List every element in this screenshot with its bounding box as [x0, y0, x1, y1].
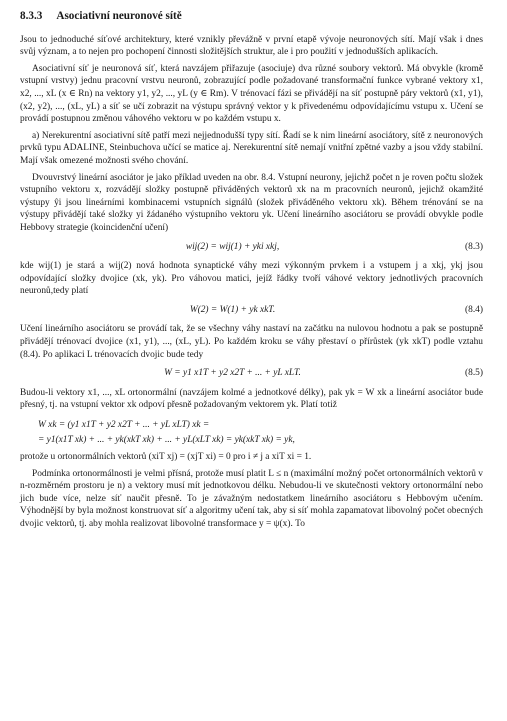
- equation-8-5: [20, 367, 483, 380]
- derivation-line: W xk = (y1 x1T + y2 x2T + ... + yL xLT) xk =: [38, 420, 210, 431]
- equation-8-3: [20, 241, 483, 254]
- paragraph-orthonormal: Budou-li vektory x1, ..., xL ortonormální (navzájem kolmé a jednotkové délky), pak yk = W xk a lineární asociátor bude přesný, tj. na vstupní vektor xk odpoví přesně požadovaným vektorem yk. Platí totiž: [20, 387, 483, 411]
- paragraph-condition: Podmínka ortonormálnosti je velmi přísná, protože musí platit L ≤ n (maximální možný počet ortonormálních vektorů v n-rozměrném prostoru je n) a vektory musí mít jednotkovou délku. Nebudou-li ve skutečnosti vektory ortonormální nebo jich bude více, nelze síť naučit přesně. To je závažným nedostatkem lineárního asociátoru s Hebbovým učením. Výhodnější by byla možnost konstruovat síť a algoritmy učení tak, aby si síť mohla zapamatovat libovolný počet obecných dvojic vektorů, tj. aby mohla realizovat libovolné transformace y = ψ(x). To: [20, 468, 483, 529]
- equation-number: (8.5): [465, 368, 483, 379]
- equation-body: W(2) = W(1) + yk xkT.: [189, 304, 276, 315]
- paragraph-nonrecurrent: a) Nerekurentní asociativní sítě patří mezi nejjednodušší typy sítí. Řadí se k nim lineární asociátory, sítě z neuronových prvků typu ADALINE, Steinbuchova učící se matice aj. Nerekurentní sítě nemají vnitřní zpětné vazby a jsou vždy stabilní. Mají však omezené možnosti svého chování.: [20, 130, 483, 166]
- paragraph-because: protože u ortonormálních vektorů (xiT xj) = (xjT xi) = 0 pro i ≠ j a xiT xi = 1.: [20, 452, 312, 463]
- equation-number: (8.4): [465, 304, 483, 315]
- paragraph-intro: Jsou to jednoduché síťové architektury, které vznikly převážně v první etapě vývoje neuronových sítí. Mají však i dnes svůj význam, a to nejen pro pochopení činnosti složitějších struktur, ale i pro použití v jednodušších aplikacích.: [20, 34, 483, 58]
- paragraph-linear-associator: Dvouvrstvý lineární asociátor je jako příklad uveden na obr. 8.4. Vstupní neurony, jejichž počet n je roven počtu složek vstupního vektoru x, rozvádějí složky postupně přiváděných vektorů xk na m pracovních neuronů, jejichž okamžité výstupy ŷi jsou lineárními kombinacemi vstupních signálů (složek přiváděného vektoru xk). Během trénování se na výstupy přivádějí také složky yi žádaného výstupního vektoru yk. Učení lineárního asociátoru se provádí obvykle podle Hebbovy strategie (koincidenční učení): [20, 172, 483, 233]
- section-title: Asociativní neuronové sítě: [56, 10, 182, 22]
- derivation-line: = y1(x1T xk) + ... + yk(xkT xk) + ... + yL(xLT xk) = yk(xkT xk) = yk,: [38, 435, 295, 446]
- derivation-block: [38, 418, 483, 448]
- equation-8-4: [20, 304, 483, 317]
- equation-body: W = y1 x1T + y2 x2T + ... + yL xLT.: [164, 368, 301, 379]
- paragraph-learning: Učení lineárního asociátoru se provádí tak, že se všechny váhy nastaví na začátku na nulovou hodnotu a pak se postupně přivádějí trénovací dvojice (x1, y1), ..., (xL, yL). Po každém kroku se váhy přestaví o přírůstek (yk xkT) podle vztahu (8.4). Po aplikaci L trénovacích dvojic bude tedy: [20, 324, 483, 360]
- equation-body: wij(2) = wij(1) + yki xkj,: [185, 241, 280, 252]
- equation-number: (8.3): [465, 241, 483, 252]
- paragraph-definition: Asociativní síť je neuronová síť, která navzájem přiřazuje (asociuje) dva různé soubory vektorů. Má obvykle (kromě vstupní vrstvy) jednu pracovní vrstvu neuronů, zobrazující podle požadované transformační funkce vybrané vektory x1, x2, ..., xL (x ∈ Rn) na vektory y1, y2, ..., yL (y ∈ Rm). V trénovací fázi se přivádějí na síť postupně páry vektorů (x1, y1), (x2, y2), ..., (xL, yL) a síť se učí zobrazit na výstupu správný vektor y k přivedenému odpovídajícímu vstupu x. Učení se provádí postupnou změnou váhového vektoru w po každém vstupu x.: [20, 63, 483, 125]
- section-heading: [20, 10, 483, 23]
- section-number: 8.3.3: [20, 10, 43, 22]
- paragraph-where: kde wij(1) je stará a wij(2) nová hodnota synaptické váhy mezi výkonným prvkem i a vstupem j a xkj, ykj jsou odpovídající složky dvojice (xk, yk). Pro váhovou matici, jejíž řádky tvoří váhové vektory jednotlivých pracovních neuronů,tedy platí: [20, 261, 483, 297]
